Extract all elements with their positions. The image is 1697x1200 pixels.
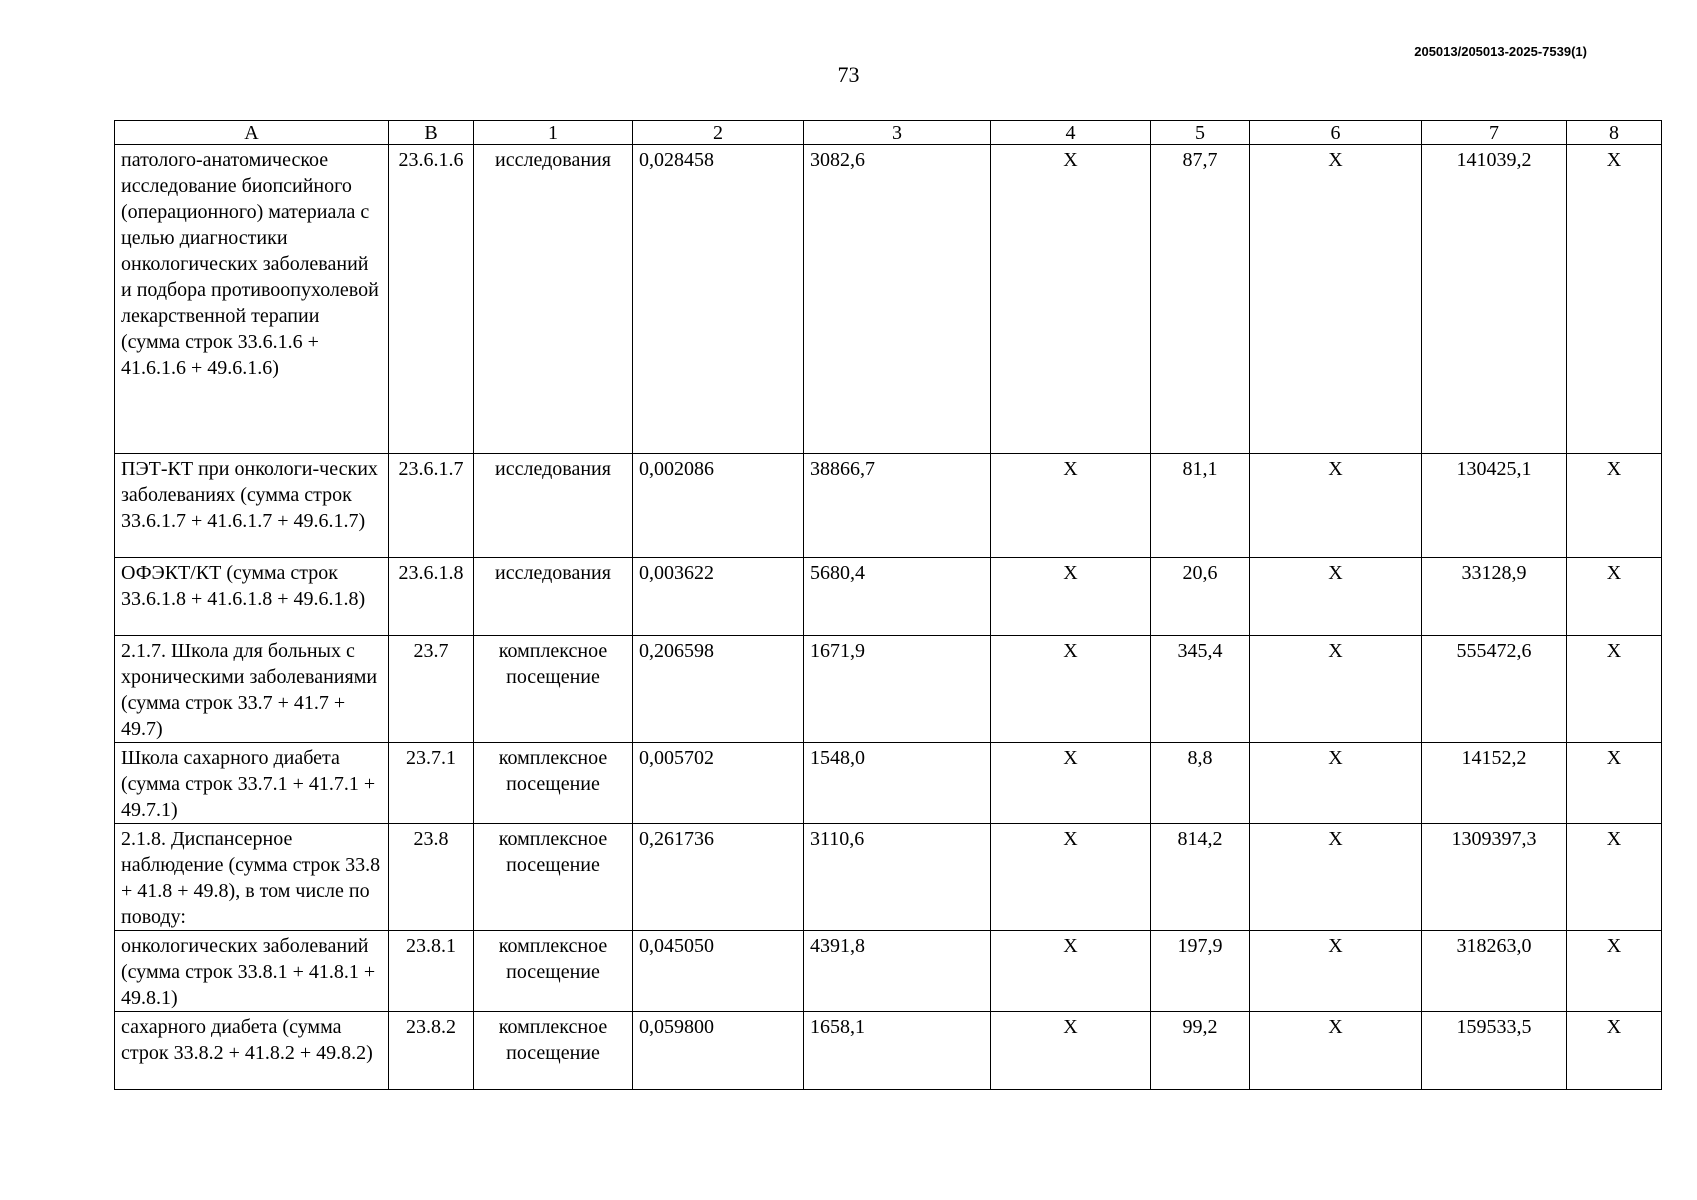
- value-cell: 0,002086: [633, 454, 804, 558]
- column-header: 4: [991, 121, 1151, 145]
- value-cell: 20,6: [1151, 558, 1250, 636]
- table-row: [115, 1012, 1662, 1090]
- row-code: 23.6.1.7: [389, 454, 474, 558]
- value-cell: 1658,1: [804, 1012, 991, 1090]
- column-header-row: [115, 121, 1662, 145]
- column-header: 2: [633, 121, 804, 145]
- unit-cell: исследования: [474, 145, 633, 454]
- row-description: 2.1.7. Школа для больных с хроническими заболеваниями (сумма строк 33.7 + 41.7 + 49.7): [115, 636, 389, 743]
- unit-cell: комплексное посещение: [474, 743, 633, 824]
- value-cell: 0,261736: [633, 824, 804, 931]
- unit-cell: комплексное посещение: [474, 1012, 633, 1090]
- value-cell: 4391,8: [804, 931, 991, 1012]
- unit-cell: исследования: [474, 558, 633, 636]
- value-cell: 5680,4: [804, 558, 991, 636]
- value-cell: 0,028458: [633, 145, 804, 454]
- row-description: ПЭТ-КТ при онкологи-ческих заболеваниях (сумма строк 33.6.1.7 + 41.6.1.7 + 49.6.1.7): [115, 454, 389, 558]
- column-header: 1: [474, 121, 633, 145]
- table-row: [115, 743, 1662, 824]
- x-cell: Х: [1567, 1012, 1662, 1090]
- value-cell: 1548,0: [804, 743, 991, 824]
- x-cell: Х: [1250, 145, 1422, 454]
- x-cell: Х: [1567, 824, 1662, 931]
- row-code: 23.8.2: [389, 1012, 474, 1090]
- value-cell: 1671,9: [804, 636, 991, 743]
- value-cell: 38866,7: [804, 454, 991, 558]
- row-description: Школа сахарного диабета (сумма строк 33.7.1 + 41.7.1 + 49.7.1): [115, 743, 389, 824]
- row-description: онкологических заболеваний (сумма строк 33.8.1 + 41.8.1 + 49.8.1): [115, 931, 389, 1012]
- column-header: 8: [1567, 121, 1662, 145]
- x-cell: Х: [991, 931, 1151, 1012]
- x-cell: Х: [1567, 743, 1662, 824]
- row-code: 23.6.1.6: [389, 145, 474, 454]
- x-cell: Х: [1567, 636, 1662, 743]
- value-cell: 99,2: [1151, 1012, 1250, 1090]
- value-cell: 1309397,3: [1422, 824, 1567, 931]
- value-cell: 0,206598: [633, 636, 804, 743]
- value-cell: 130425,1: [1422, 454, 1567, 558]
- table-row: [115, 824, 1662, 931]
- value-cell: 197,9: [1151, 931, 1250, 1012]
- x-cell: Х: [1567, 454, 1662, 558]
- row-description: ОФЭКТ/КТ (сумма строк 33.6.1.8 + 41.6.1.8 + 49.6.1.8): [115, 558, 389, 636]
- unit-cell: комплексное посещение: [474, 636, 633, 743]
- x-cell: Х: [991, 145, 1151, 454]
- value-cell: 0,003622: [633, 558, 804, 636]
- x-cell: Х: [1250, 1012, 1422, 1090]
- value-cell: 8,8: [1151, 743, 1250, 824]
- document-id: 205013/205013-2025-7539(1): [1414, 44, 1587, 59]
- x-cell: Х: [991, 824, 1151, 931]
- column-header: 6: [1250, 121, 1422, 145]
- unit-cell: комплексное посещение: [474, 931, 633, 1012]
- value-cell: 81,1: [1151, 454, 1250, 558]
- x-cell: Х: [1250, 454, 1422, 558]
- data-table: [114, 120, 1662, 1090]
- x-cell: Х: [991, 558, 1151, 636]
- value-cell: 555472,6: [1422, 636, 1567, 743]
- x-cell: Х: [1250, 636, 1422, 743]
- table-row: [115, 145, 1662, 454]
- x-cell: Х: [991, 636, 1151, 743]
- column-header: A: [115, 121, 389, 145]
- x-cell: Х: [991, 743, 1151, 824]
- value-cell: 345,4: [1151, 636, 1250, 743]
- value-cell: 33128,9: [1422, 558, 1567, 636]
- value-cell: 0,005702: [633, 743, 804, 824]
- column-header: 5: [1151, 121, 1250, 145]
- table-row: [115, 454, 1662, 558]
- row-description: сахарного диабета (сумма строк 33.8.2 + 41.8.2 + 49.8.2): [115, 1012, 389, 1090]
- value-cell: 3082,6: [804, 145, 991, 454]
- value-cell: 814,2: [1151, 824, 1250, 931]
- value-cell: 14152,2: [1422, 743, 1567, 824]
- row-code: 23.7.1: [389, 743, 474, 824]
- row-description: патолого-анатомическое исследование биопсийного (операционного) материала с целью диагностики онкологических заболеваний и подбора противоопухолевой лекарственной терапии (сумма строк 33.6.1.6 + 41.6.1.6 + 49.6.1.6): [115, 145, 389, 454]
- x-cell: Х: [1567, 558, 1662, 636]
- table-row: [115, 558, 1662, 636]
- value-cell: 87,7: [1151, 145, 1250, 454]
- unit-cell: исследования: [474, 454, 633, 558]
- column-header: B: [389, 121, 474, 145]
- column-header: 7: [1422, 121, 1567, 145]
- column-header: 3: [804, 121, 991, 145]
- x-cell: Х: [991, 454, 1151, 558]
- unit-cell: комплексное посещение: [474, 824, 633, 931]
- row-code: 23.8: [389, 824, 474, 931]
- page-number: 73: [837, 62, 860, 87]
- x-cell: Х: [1567, 931, 1662, 1012]
- value-cell: 0,045050: [633, 931, 804, 1012]
- x-cell: Х: [1250, 824, 1422, 931]
- x-cell: Х: [991, 1012, 1151, 1090]
- table-row: [115, 636, 1662, 743]
- value-cell: 318263,0: [1422, 931, 1567, 1012]
- value-cell: 141039,2: [1422, 145, 1567, 454]
- x-cell: Х: [1567, 145, 1662, 454]
- value-cell: 159533,5: [1422, 1012, 1567, 1090]
- row-description: 2.1.8. Диспансерное наблюдение (сумма строк 33.8 + 41.8 + 49.8), в том числе по поводу:: [115, 824, 389, 931]
- value-cell: 0,059800: [633, 1012, 804, 1090]
- row-code: 23.7: [389, 636, 474, 743]
- table-row: [115, 931, 1662, 1012]
- x-cell: Х: [1250, 931, 1422, 1012]
- value-cell: 3110,6: [804, 824, 991, 931]
- x-cell: Х: [1250, 558, 1422, 636]
- row-code: 23.8.1: [389, 931, 474, 1012]
- row-code: 23.6.1.8: [389, 558, 474, 636]
- x-cell: Х: [1250, 743, 1422, 824]
